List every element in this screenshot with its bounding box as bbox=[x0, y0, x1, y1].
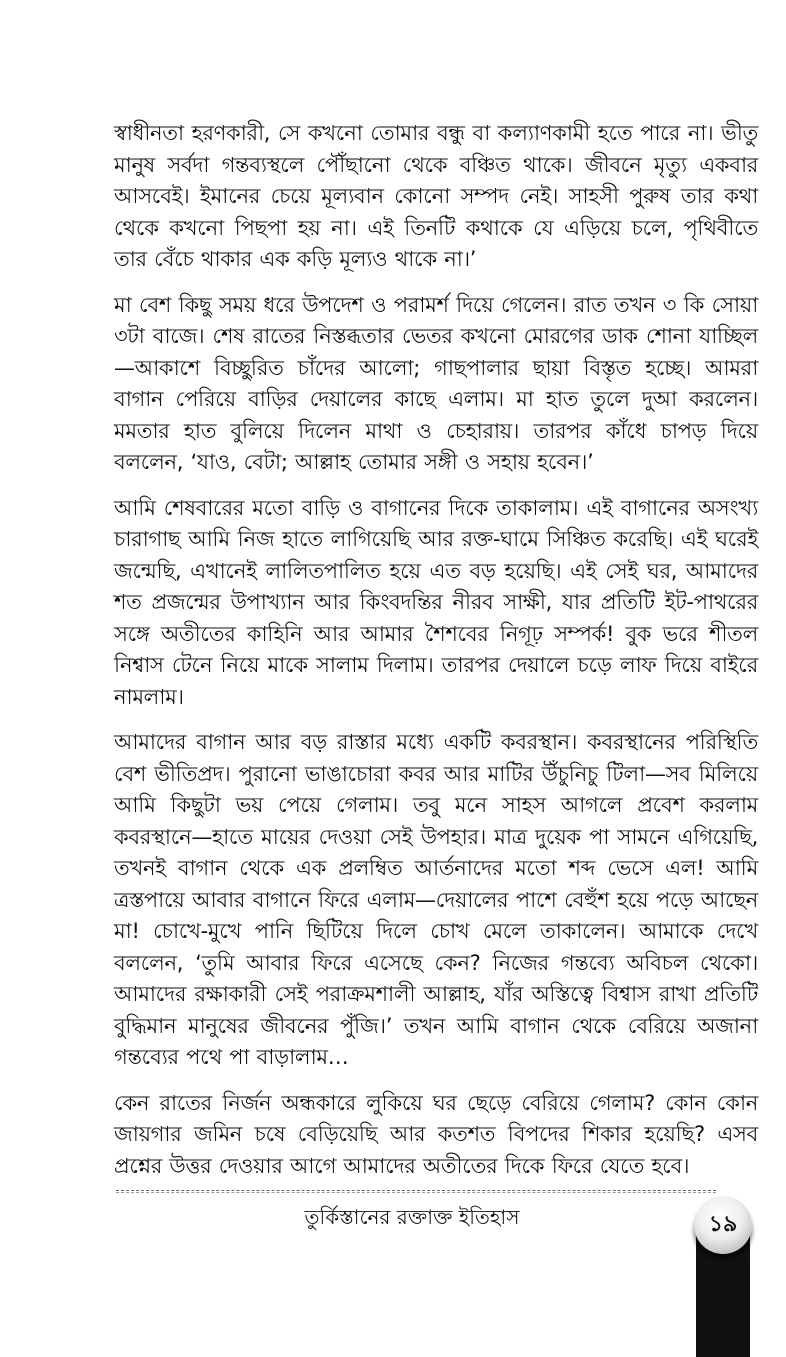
footer-divider bbox=[116, 1190, 716, 1193]
paragraph-3: আমি শেষবারের মতো বাড়ি ও বাগানের দিকে তাকালাম। এই বাগানের অসংখ্য চারাগাছ আমি নিজ হাতে লাগিয়েছি আর রক্ত-ঘামে সিঞ্চিত করেছি। এই ঘরেই জন্মেছি, এখানেই লালিতপালিত হয়ে এত বড় হয়েছি। এই সেই ঘর, আমাদের শত প্রজন্মের উপাখ্যান আর কিংবদন্তির নীরব সাক্ষী, যার প্রতিটি ইট-পাথরের সঙ্গে অতীতের কাহিনি আর আমার শৈশবের নিগূঢ় সম্পর্ক! বুক ভরে শীতল নিশ্বাস টেনে নিয়ে মাকে সালাম দিলাম। তারপর দেয়ালে চড়ে লাফ দিয়ে বাইরে নামলাম। bbox=[114, 495, 758, 709]
paragraph-1: স্বাধীনতা হরণকারী, সে কখনো তোমার বন্ধু বা কল্যাণকামী হতে পারে না। ভীতু মানুষ সর্বদা গন্তব্যস্থলে পৌঁছানো থেকে বঞ্চিত থাকে। জীবনে মৃত্যু একবার আসবেই। ইমানের চেয়ে মূল্যবান কোনো সম্পদ নেই। সাহসী পুরুষ তার কথা থেকে কখনো পিছপা হয় না। এই তিনটি কথাকে যে এড়িয়ে চলে, পৃথিবীতে তার বেঁচে থাকার এক কড়ি মূল্যও থাকে না।’ bbox=[114, 121, 758, 271]
page-number-badge bbox=[694, 1196, 752, 1254]
running-footer-title: তুর্কিস্তানের রক্তাক্ত ইতিহাস bbox=[304, 1205, 520, 1229]
paragraph-5: কেন রাতের নির্জন অন্ধকারে লুকিয়ে ঘর ছেড়ে বেরিয়ে গেলাম? কোন কোন জায়গার জমিন চষে বেড়িয়েছি আর কতশত বিপদের শিকার হয়েছি? এসব প্রশ্নের উত্তর দেওয়ার আগে আমাদের অতীতের দিকে ফিরে যেতে হবে। bbox=[114, 1090, 758, 1178]
page-number: ১৯ bbox=[708, 1211, 738, 1237]
paragraph-4: আমাদের বাগান আর বড় রাস্তার মধ্যে একটি কবরস্থান। কবরস্থানের পরিস্থিতি বেশ ভীতিপ্রদ। পুরানো ভাঙাচোরা কবর আর মাটির উঁচুনিচু টিলা—সব মিলিয়ে আমি কিছুটা ভয় পেয়ে গেলাম। তবু মনে সাহস আগলে প্রবেশ করলাম কবরস্থানে—হাতে মায়ের দেওয়া সেই উপহার। মাত্র দুয়েক পা সামনে এগিয়েছি, তখনই বাগান থেকে এক প্রলম্বিত আর্তনাদের মতো শব্দ ভেসে এল! আমি ত্রস্তপায়ে আবার বাগানে ফিরে এলাম—দেয়ালের পাশে বেহুঁশ হয়ে পড়ে আছেন মা! চোখে-মুখে পানি ছিটিয়ে দিলে চোখ মেলে তাকালেন। আমাকে দেখে বললেন, ‘তুমি আবার ফিরে এসেছে কেন? নিজের গন্তব্যে অবিচল থেকো। আমাদের রক্ষাকারী সেই পরাক্রমশালী আল্লাহ, যাঁর অস্তিত্বে বিশ্বাস রাখা প্রতিটি বুদ্ধিমান মানুষের জীবনের পুঁজি।’ তখন আমি বাগান থেকে বেরিয়ে অজানা গন্তব্যের পথে পা বাড়ালাম… bbox=[114, 730, 758, 1069]
paragraph-2: মা বেশ কিছু সময় ধরে উপদেশ ও পরামর্শ দিয়ে গেলেন। রাত তখন ৩ কি সোয়া ৩টা বাজে। শেষ রাতের নিস্তব্ধতার ভেতর কখনো মোরগের ডাক শোনা যাচ্ছিল—আকাশে বিচ্ছুরিত চাঁদের আলো; গাছপালার ছায়া বিস্তৃত হচ্ছে। আমরা বাগান পেরিয়ে বাড়ির দেয়ালের কাছে এলাম। মা হাত তুলে দুআ করলেন। মমতার হাত বুলিয়ে দিলেন মাথা ও চেহারায়। তারপর কাঁধে চাপড় দিয়ে বললেন, ‘যাও, বেটা; আল্লাহ তোমার সঙ্গী ও সহায় হবেন।’ bbox=[114, 292, 758, 474]
page-body bbox=[114, 118, 758, 1196]
